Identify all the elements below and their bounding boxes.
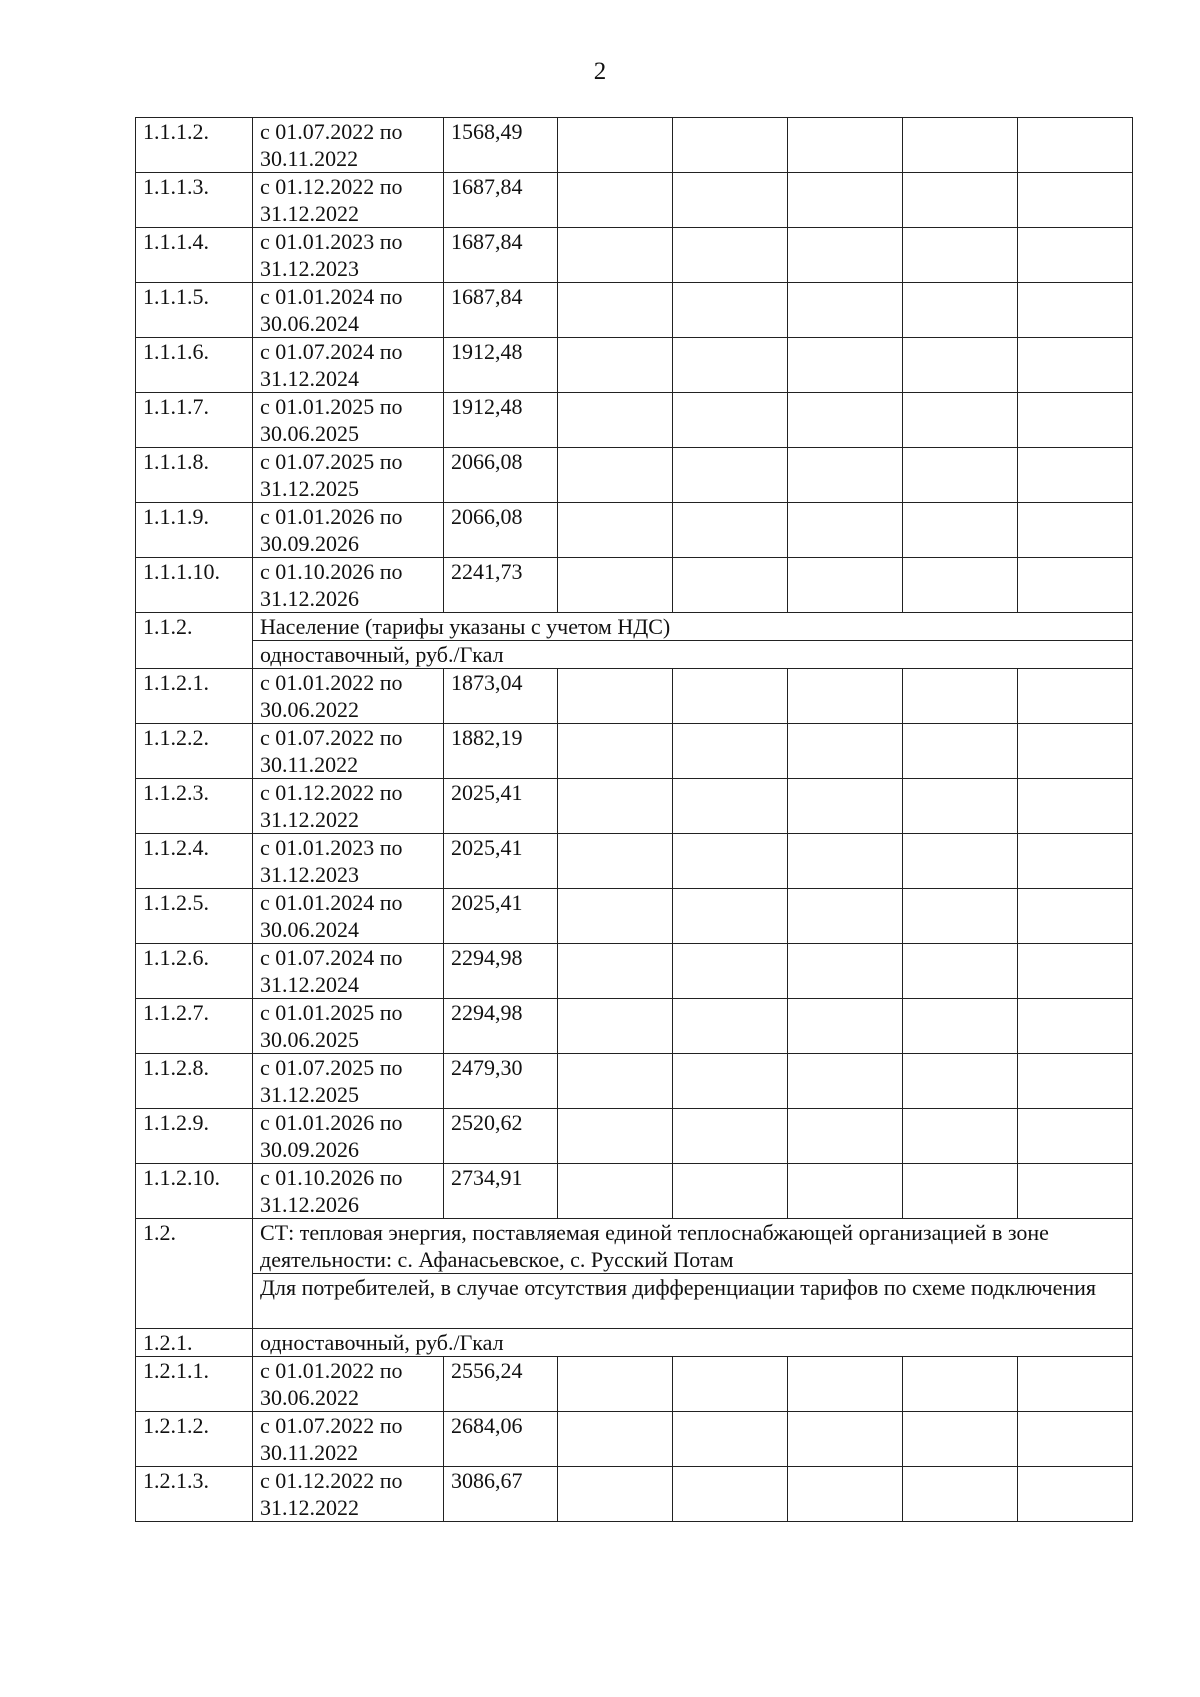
tariff-table <box>135 117 1133 1522</box>
empty-cell <box>903 834 1018 889</box>
period-cell: с 01.01.2023 по 31.12.2023 <box>253 834 444 889</box>
tariff-value-cell: 2556,24 <box>444 1357 558 1412</box>
empty-cell <box>558 1164 673 1219</box>
empty-cell <box>673 283 788 338</box>
empty-cell <box>673 669 788 724</box>
row-number: 1.1.2.4. <box>136 834 253 889</box>
empty-cell <box>673 999 788 1054</box>
empty-cell <box>673 834 788 889</box>
empty-cell <box>558 889 673 944</box>
empty-cell <box>558 338 673 393</box>
period-cell: с 01.07.2025 по 31.12.2025 <box>253 448 444 503</box>
empty-cell <box>788 1467 903 1522</box>
section-number: 1.2.1. <box>136 1329 253 1357</box>
tariff-value-cell: 2025,41 <box>444 779 558 834</box>
row-number: 1.1.1.9. <box>136 503 253 558</box>
row-number: 1.1.1.4. <box>136 228 253 283</box>
empty-cell <box>1018 1109 1133 1164</box>
period-cell: с 01.01.2023 по 31.12.2023 <box>253 228 444 283</box>
empty-cell <box>673 1357 788 1412</box>
tariff-value-cell: 2294,98 <box>444 999 558 1054</box>
empty-cell <box>558 173 673 228</box>
empty-cell <box>788 944 903 999</box>
table-row <box>136 118 1133 173</box>
period-cell: с 01.07.2024 по 31.12.2024 <box>253 944 444 999</box>
section-title: одноставочный, руб./Гкал <box>253 1329 1133 1357</box>
empty-cell <box>558 503 673 558</box>
table-row <box>136 889 1133 944</box>
tariff-value-cell: 2684,06 <box>444 1412 558 1467</box>
tariff-value-cell: 2294,98 <box>444 944 558 999</box>
empty-cell <box>1018 889 1133 944</box>
empty-cell <box>1018 834 1133 889</box>
empty-cell <box>673 1412 788 1467</box>
row-number: 1.1.2.8. <box>136 1054 253 1109</box>
empty-cell <box>788 779 903 834</box>
empty-cell <box>1018 1467 1133 1522</box>
period-cell: с 01.12.2022 по 31.12.2022 <box>253 1467 444 1522</box>
period-cell: с 01.01.2022 по 30.06.2022 <box>253 1357 444 1412</box>
empty-cell <box>673 173 788 228</box>
tariff-value-cell: 2066,08 <box>444 503 558 558</box>
empty-cell <box>1018 338 1133 393</box>
empty-cell <box>558 283 673 338</box>
row-number: 1.1.2.6. <box>136 944 253 999</box>
section-title: одноставочный, руб./Гкал <box>253 641 1133 669</box>
empty-cell <box>788 889 903 944</box>
empty-cell <box>673 338 788 393</box>
empty-cell <box>903 724 1018 779</box>
page-number: 2 <box>593 58 607 85</box>
section-title: СТ: тепловая энергия, поставляемая единой теплоснабжающей организацией в зоне деятельности: с. Афанасьевское, с. Русский Потам <box>253 1219 1133 1274</box>
tariff-value-cell: 2241,73 <box>444 558 558 613</box>
period-cell: с 01.12.2022 по 31.12.2022 <box>253 779 444 834</box>
period-cell: с 01.12.2022 по 31.12.2022 <box>253 173 444 228</box>
tariff-value-cell: 1912,48 <box>444 393 558 448</box>
empty-cell <box>788 834 903 889</box>
section-row <box>136 641 1133 669</box>
empty-cell <box>673 724 788 779</box>
empty-cell <box>558 1467 673 1522</box>
section-number: 1.1.2. <box>136 613 253 669</box>
tariff-value-cell: 1873,04 <box>444 669 558 724</box>
empty-cell <box>558 669 673 724</box>
table-row <box>136 1109 1133 1164</box>
empty-cell <box>673 1109 788 1164</box>
empty-cell <box>673 1467 788 1522</box>
section-number: 1.2. <box>136 1219 253 1329</box>
empty-cell <box>1018 669 1133 724</box>
empty-cell <box>558 1412 673 1467</box>
row-number: 1.1.1.3. <box>136 173 253 228</box>
tariff-value-cell: 1568,49 <box>444 118 558 173</box>
empty-cell <box>788 338 903 393</box>
table-row <box>136 1054 1133 1109</box>
section-row <box>136 613 1133 641</box>
tariff-table-body <box>136 118 1133 1522</box>
empty-cell <box>558 1109 673 1164</box>
empty-cell <box>903 1109 1018 1164</box>
empty-cell <box>673 503 788 558</box>
empty-cell <box>903 1412 1018 1467</box>
period-cell: с 01.10.2026 по 31.12.2026 <box>253 558 444 613</box>
row-number: 1.1.2.2. <box>136 724 253 779</box>
table-row <box>136 503 1133 558</box>
empty-cell <box>903 448 1018 503</box>
empty-cell <box>903 1054 1018 1109</box>
period-cell: с 01.07.2022 по 30.11.2022 <box>253 724 444 779</box>
row-number: 1.1.2.3. <box>136 779 253 834</box>
empty-cell <box>673 1054 788 1109</box>
table-row <box>136 558 1133 613</box>
period-cell: с 01.07.2024 по 31.12.2024 <box>253 338 444 393</box>
empty-cell <box>903 173 1018 228</box>
row-number: 1.2.1.1. <box>136 1357 253 1412</box>
empty-cell <box>1018 1164 1133 1219</box>
empty-cell <box>788 1109 903 1164</box>
empty-cell <box>788 393 903 448</box>
table-row <box>136 448 1133 503</box>
empty-cell <box>903 999 1018 1054</box>
empty-cell <box>558 1357 673 1412</box>
row-number: 1.2.1.2. <box>136 1412 253 1467</box>
empty-cell <box>788 173 903 228</box>
row-number: 1.1.2.5. <box>136 889 253 944</box>
empty-cell <box>788 558 903 613</box>
empty-cell <box>558 393 673 448</box>
row-number: 1.1.1.7. <box>136 393 253 448</box>
empty-cell <box>788 999 903 1054</box>
row-number: 1.1.1.2. <box>136 118 253 173</box>
empty-cell <box>1018 393 1133 448</box>
empty-cell <box>558 448 673 503</box>
empty-cell <box>673 558 788 613</box>
table-row <box>136 944 1133 999</box>
empty-cell <box>1018 228 1133 283</box>
empty-cell <box>1018 1054 1133 1109</box>
empty-cell <box>788 118 903 173</box>
row-number: 1.1.2.7. <box>136 999 253 1054</box>
tariff-value-cell: 1687,84 <box>444 228 558 283</box>
empty-cell <box>1018 558 1133 613</box>
empty-cell <box>903 338 1018 393</box>
tariff-value-cell: 1687,84 <box>444 173 558 228</box>
empty-cell <box>673 779 788 834</box>
empty-cell <box>558 724 673 779</box>
period-cell: с 01.01.2024 по 30.06.2024 <box>253 283 444 338</box>
empty-cell <box>558 999 673 1054</box>
empty-cell <box>788 1054 903 1109</box>
tariff-value-cell: 2066,08 <box>444 448 558 503</box>
empty-cell <box>673 889 788 944</box>
empty-cell <box>1018 118 1133 173</box>
table-row <box>136 1412 1133 1467</box>
row-number: 1.1.2.10. <box>136 1164 253 1219</box>
section-row <box>136 1219 1133 1274</box>
row-number: 1.1.2.1. <box>136 669 253 724</box>
row-number: 1.1.1.8. <box>136 448 253 503</box>
empty-cell <box>673 1164 788 1219</box>
table-row <box>136 724 1133 779</box>
table-row <box>136 393 1133 448</box>
tariff-value-cell: 2479,30 <box>444 1054 558 1109</box>
empty-cell <box>903 944 1018 999</box>
empty-cell <box>1018 173 1133 228</box>
empty-cell <box>558 834 673 889</box>
empty-cell <box>788 1412 903 1467</box>
empty-cell <box>673 393 788 448</box>
row-number: 1.1.1.10. <box>136 558 253 613</box>
empty-cell <box>1018 448 1133 503</box>
tariff-value-cell: 1882,19 <box>444 724 558 779</box>
empty-cell <box>1018 779 1133 834</box>
table-row <box>136 1164 1133 1219</box>
empty-cell <box>903 1467 1018 1522</box>
empty-cell <box>903 558 1018 613</box>
period-cell: с 01.07.2022 по 30.11.2022 <box>253 1412 444 1467</box>
empty-cell <box>788 228 903 283</box>
empty-cell <box>673 448 788 503</box>
table-row <box>136 669 1133 724</box>
section-row <box>136 1274 1133 1329</box>
tariff-value-cell: 2025,41 <box>444 834 558 889</box>
empty-cell <box>1018 1357 1133 1412</box>
row-number: 1.1.1.5. <box>136 283 253 338</box>
tariff-value-cell: 1912,48 <box>444 338 558 393</box>
empty-cell <box>558 944 673 999</box>
empty-cell <box>558 558 673 613</box>
empty-cell <box>903 118 1018 173</box>
empty-cell <box>788 503 903 558</box>
section-title: Население (тарифы указаны с учетом НДС) <box>253 613 1133 641</box>
table-row <box>136 1357 1133 1412</box>
period-cell: с 01.01.2025 по 30.06.2025 <box>253 999 444 1054</box>
period-cell: с 01.01.2026 по 30.09.2026 <box>253 1109 444 1164</box>
empty-cell <box>673 118 788 173</box>
empty-cell <box>1018 283 1133 338</box>
empty-cell <box>1018 724 1133 779</box>
empty-cell <box>903 283 1018 338</box>
empty-cell <box>903 1164 1018 1219</box>
table-row <box>136 779 1133 834</box>
table-row <box>136 1467 1133 1522</box>
empty-cell <box>903 779 1018 834</box>
empty-cell <box>1018 1412 1133 1467</box>
empty-cell <box>788 1164 903 1219</box>
empty-cell <box>903 228 1018 283</box>
table-row <box>136 999 1133 1054</box>
empty-cell <box>558 779 673 834</box>
period-cell: с 01.10.2026 по 31.12.2026 <box>253 1164 444 1219</box>
empty-cell <box>788 669 903 724</box>
empty-cell <box>1018 999 1133 1054</box>
empty-cell <box>788 724 903 779</box>
section-title: Для потребителей, в случае отсутствия дифференциации тарифов по схеме подключения <box>253 1274 1133 1329</box>
table-row <box>136 283 1133 338</box>
empty-cell <box>903 889 1018 944</box>
tariff-value-cell: 3086,67 <box>444 1467 558 1522</box>
empty-cell <box>558 228 673 283</box>
empty-cell <box>903 1357 1018 1412</box>
period-cell: с 01.01.2025 по 30.06.2025 <box>253 393 444 448</box>
period-cell: с 01.01.2024 по 30.06.2024 <box>253 889 444 944</box>
table-row <box>136 338 1133 393</box>
row-number: 1.1.2.9. <box>136 1109 253 1164</box>
table-row <box>136 228 1133 283</box>
period-cell: с 01.01.2022 по 30.06.2022 <box>253 669 444 724</box>
empty-cell <box>788 1357 903 1412</box>
empty-cell <box>903 503 1018 558</box>
empty-cell <box>1018 503 1133 558</box>
empty-cell <box>903 393 1018 448</box>
empty-cell <box>788 448 903 503</box>
period-cell: с 01.07.2025 по 31.12.2025 <box>253 1054 444 1109</box>
empty-cell <box>903 669 1018 724</box>
empty-cell <box>558 118 673 173</box>
period-cell: с 01.01.2026 по 30.09.2026 <box>253 503 444 558</box>
section-row <box>136 1329 1133 1357</box>
period-cell: с 01.07.2022 по 30.11.2022 <box>253 118 444 173</box>
row-number: 1.1.1.6. <box>136 338 253 393</box>
empty-cell <box>673 228 788 283</box>
table-row <box>136 173 1133 228</box>
tariff-value-cell: 1687,84 <box>444 283 558 338</box>
table-row <box>136 834 1133 889</box>
empty-cell <box>788 283 903 338</box>
tariff-value-cell: 2025,41 <box>444 889 558 944</box>
empty-cell <box>558 1054 673 1109</box>
tariff-value-cell: 2520,62 <box>444 1109 558 1164</box>
empty-cell <box>1018 944 1133 999</box>
empty-cell <box>673 944 788 999</box>
tariff-value-cell: 2734,91 <box>444 1164 558 1219</box>
row-number: 1.2.1.3. <box>136 1467 253 1522</box>
